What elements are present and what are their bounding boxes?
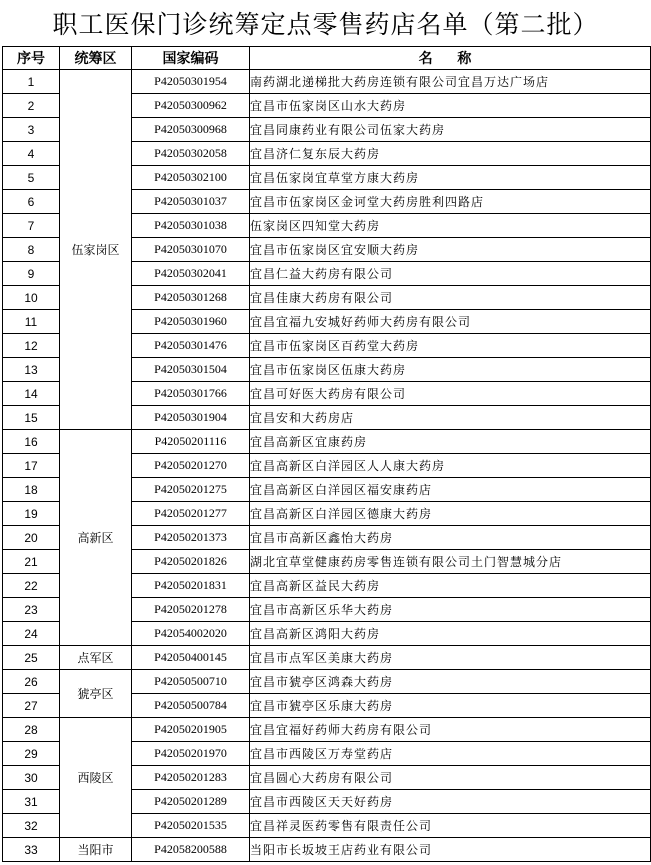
- district-cell: 高新区: [60, 430, 132, 646]
- national-code: P42050500784: [132, 694, 250, 718]
- national-code: P42050301070: [132, 238, 250, 262]
- national-code: P42050300968: [132, 118, 250, 142]
- district-cell: 猇亭区: [60, 670, 132, 718]
- page-title: 职工医保门诊统筹定点零售药店名单（第二批）: [52, 9, 599, 39]
- row-number: 17: [3, 454, 60, 478]
- national-code: P42050301960: [132, 310, 250, 334]
- national-code: P42050201970: [132, 742, 250, 766]
- pharmacy-name: 宜昌可好医大药房有限公司: [250, 382, 651, 406]
- row-number: 4: [3, 142, 60, 166]
- national-code: P42050302041: [132, 262, 250, 286]
- row-number: 2: [3, 94, 60, 118]
- national-code: P42050201905: [132, 718, 250, 742]
- national-code: P42050201278: [132, 598, 250, 622]
- district-cell: 点军区: [60, 646, 132, 670]
- national-code: P42050201289: [132, 790, 250, 814]
- pharmacy-name: 宜昌伍家岗宜草堂方康大药房: [250, 166, 651, 190]
- table-body: [3, 70, 651, 862]
- district-cell: 西陵区: [60, 718, 132, 838]
- row-number: 3: [3, 118, 60, 142]
- table-row: [3, 718, 651, 742]
- pharmacy-name: 宜昌市伍家岗区百药堂大药房: [250, 334, 651, 358]
- row-number: 28: [3, 718, 60, 742]
- national-code: P42050301038: [132, 214, 250, 238]
- pharmacy-name: 宜昌市伍家岗区山水大药房: [250, 94, 651, 118]
- district-cell: 伍家岗区: [60, 70, 132, 430]
- pharmacy-name: 宜昌市伍家岗区金诃堂大药房胜利四路店: [250, 190, 651, 214]
- national-code: P42054002020: [132, 622, 250, 646]
- row-number: 21: [3, 550, 60, 574]
- row-number: 15: [3, 406, 60, 430]
- row-number: 5: [3, 166, 60, 190]
- pharmacy-table: [2, 46, 651, 862]
- national-code: P42050300962: [132, 94, 250, 118]
- row-number: 29: [3, 742, 60, 766]
- table-row: [3, 838, 651, 862]
- row-number: 13: [3, 358, 60, 382]
- pharmacy-name: 宜昌市伍家岗区宜安顺大药房: [250, 238, 651, 262]
- row-number: 19: [3, 502, 60, 526]
- row-number: 33: [3, 838, 60, 862]
- national-code: P42050301037: [132, 190, 250, 214]
- pharmacy-name: 伍家岗区四知堂大药房: [250, 214, 651, 238]
- pharmacy-name: 当阳市长坂坡王店药业有限公司: [250, 838, 651, 862]
- pharmacy-name: 宜昌高新区白洋园区福安康药店: [250, 478, 651, 502]
- district-cell: 当阳市: [60, 838, 132, 862]
- row-number: 30: [3, 766, 60, 790]
- row-number: 27: [3, 694, 60, 718]
- national-code: P42050302100: [132, 166, 250, 190]
- national-code: P42050201283: [132, 766, 250, 790]
- row-number: 14: [3, 382, 60, 406]
- pharmacy-name: 宜昌安和大药房店: [250, 406, 651, 430]
- row-number: 10: [3, 286, 60, 310]
- pharmacy-name: 宜昌市西陵区天天好药房: [250, 790, 651, 814]
- national-code: P42050301268: [132, 286, 250, 310]
- pharmacy-name: 宜昌祥灵医药零售有限责任公司: [250, 814, 651, 838]
- pharmacy-name: 宜昌市伍家岗区伍康大药房: [250, 358, 651, 382]
- pharmacy-name: 宜昌市猇亭区鸿森大药房: [250, 670, 651, 694]
- row-number: 26: [3, 670, 60, 694]
- pharmacy-name: 宜昌高新区鸿阳大药房: [250, 622, 651, 646]
- table-row: [3, 70, 651, 94]
- national-code: P42050201373: [132, 526, 250, 550]
- row-number: 7: [3, 214, 60, 238]
- row-number: 22: [3, 574, 60, 598]
- header-no: 序号: [3, 47, 60, 70]
- pharmacy-name: 南药湖北递梯批大药房连锁有限公司宜昌万达广场店: [250, 70, 651, 94]
- row-number: 18: [3, 478, 60, 502]
- table-row: [3, 670, 651, 694]
- pharmacy-name: 宜昌佳康大药房有限公司: [250, 286, 651, 310]
- row-number: 25: [3, 646, 60, 670]
- national-code: P42050301766: [132, 382, 250, 406]
- pharmacy-name: 宜昌仁益大药房有限公司: [250, 262, 651, 286]
- pharmacy-name: 湖北宜草堂健康药房零售连锁有限公司土门智慧城分店: [250, 550, 651, 574]
- national-code: P42050201116: [132, 430, 250, 454]
- national-code: P42050201826: [132, 550, 250, 574]
- row-number: 24: [3, 622, 60, 646]
- national-code: P42050201831: [132, 574, 250, 598]
- pharmacy-name: 宜昌市高新区乐华大药房: [250, 598, 651, 622]
- national-code: P42050201535: [132, 814, 250, 838]
- national-code: P42058200588: [132, 838, 250, 862]
- pharmacy-name: 宜昌高新区宜康药房: [250, 430, 651, 454]
- pharmacy-name: 宜昌市猇亭区乐康大药房: [250, 694, 651, 718]
- header-name: 名 称: [250, 47, 651, 70]
- pharmacy-name: 宜昌圆心大药房有限公司: [250, 766, 651, 790]
- pharmacy-name: 宜昌济仁复东辰大药房: [250, 142, 651, 166]
- national-code: P42050201277: [132, 502, 250, 526]
- row-number: 6: [3, 190, 60, 214]
- national-code: P42050201270: [132, 454, 250, 478]
- row-number: 31: [3, 790, 60, 814]
- row-number: 1: [3, 70, 60, 94]
- pharmacy-name: 宜昌高新区白洋园区德康大药房: [250, 502, 651, 526]
- pharmacy-name: 宜昌宜福九安城好药师大药房有限公司: [250, 310, 651, 334]
- pharmacy-name: 宜昌市点军区美康大药房: [250, 646, 651, 670]
- pharmacy-name: 宜昌同康药业有限公司伍家大药房: [250, 118, 651, 142]
- national-code: P42050201275: [132, 478, 250, 502]
- table-row: [3, 646, 651, 670]
- row-number: 23: [3, 598, 60, 622]
- row-number: 12: [3, 334, 60, 358]
- row-number: 32: [3, 814, 60, 838]
- national-code: P42050500710: [132, 670, 250, 694]
- national-code: P42050302058: [132, 142, 250, 166]
- row-number: 20: [3, 526, 60, 550]
- national-code: P42050301476: [132, 334, 250, 358]
- pharmacy-name: 宜昌高新区益民大药房: [250, 574, 651, 598]
- pharmacy-name: 宜昌宜福好药师大药房有限公司: [250, 718, 651, 742]
- header-district: 统筹区: [60, 47, 132, 70]
- pharmacy-name: 宜昌市高新区鑫怡大药房: [250, 526, 651, 550]
- row-number: 9: [3, 262, 60, 286]
- header-row: [3, 47, 651, 70]
- national-code: P42050301954: [132, 70, 250, 94]
- national-code: P42050301504: [132, 358, 250, 382]
- row-number: 11: [3, 310, 60, 334]
- pharmacy-name: 宜昌高新区白洋园区人人康大药房: [250, 454, 651, 478]
- pharmacy-name: 宜昌市西陵区万寿堂药店: [250, 742, 651, 766]
- row-number: 16: [3, 430, 60, 454]
- national-code: P42050400145: [132, 646, 250, 670]
- row-number: 8: [3, 238, 60, 262]
- header-code: 国家编码: [132, 47, 250, 70]
- national-code: P42050301904: [132, 406, 250, 430]
- table-row: [3, 430, 651, 454]
